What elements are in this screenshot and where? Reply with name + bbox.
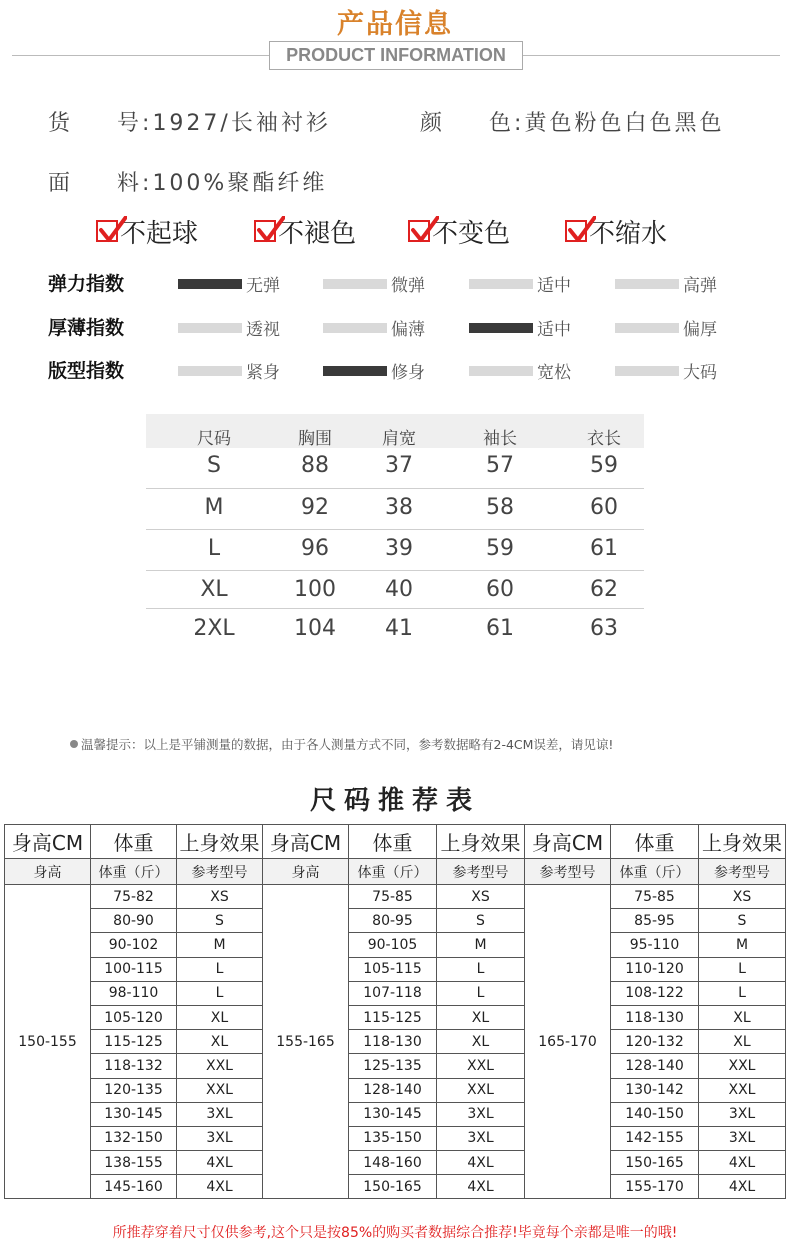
feature-item (96, 214, 198, 248)
size-cell: 3XL (699, 1102, 786, 1126)
size-value: 40 (385, 577, 413, 602)
color-value: 黄色粉色白色黑色 (524, 111, 725, 136)
size-label: 2XL (193, 616, 235, 641)
weight-cell: 118-132 (91, 1054, 177, 1078)
table-row (5, 1151, 786, 1175)
weight-cell: 130-145 (91, 1102, 177, 1126)
title-divider-left (12, 55, 270, 56)
size-table-divider (146, 488, 644, 489)
index-bar-selected (469, 323, 533, 333)
item-no-label2: 号: (117, 111, 153, 136)
weight-cell: 80-95 (349, 909, 437, 933)
index-option-label: 偏薄 (391, 320, 425, 340)
size-table-divider (146, 570, 644, 571)
index-label: 弹力指数 (48, 273, 125, 295)
index-option-label: 偏厚 (683, 320, 717, 340)
weight-cell: 130-145 (349, 1102, 437, 1126)
measurement-note (70, 735, 613, 753)
weight-cell: 145-160 (91, 1175, 177, 1199)
size-table-header: 肩宽 (382, 429, 416, 449)
size-label: L (207, 536, 221, 561)
table-row (5, 1054, 786, 1078)
weight-cell: 75-85 (349, 885, 437, 909)
size-cell: L (699, 981, 786, 1005)
index-option (323, 358, 425, 383)
size-cell: XXL (437, 1054, 525, 1078)
weight-cell: 75-85 (611, 885, 699, 909)
color-label2: 色: (489, 111, 525, 136)
index-option (323, 315, 425, 340)
index-bar (323, 323, 387, 333)
table-row (5, 1102, 786, 1126)
weight-cell: 120-132 (611, 1030, 699, 1054)
index-label: 厚薄指数 (48, 317, 125, 339)
size-value: 60 (486, 577, 514, 602)
weight-cell: 128-140 (611, 1054, 699, 1078)
size-cell: XL (177, 1030, 263, 1054)
material-line (48, 166, 327, 197)
index-option-label: 宽松 (537, 363, 571, 383)
table-row (5, 1030, 786, 1054)
height-range-cell: 155-165 (263, 885, 349, 1199)
rec-header-cell: 体重 (611, 825, 699, 859)
index-bar (469, 279, 533, 289)
index-bar (178, 323, 242, 333)
size-value: 61 (486, 616, 514, 641)
weight-cell: 142-155 (611, 1126, 699, 1150)
index-option (178, 315, 280, 340)
rec-header-cell: 上身效果 (177, 825, 263, 859)
material-label: 面 (48, 171, 74, 196)
size-cell: XL (699, 1005, 786, 1029)
size-value: 58 (486, 495, 514, 520)
index-option-label: 适中 (537, 320, 571, 340)
rec-subheader-cell: 体重（斤） (91, 859, 177, 885)
rec-table-title: 尺码推荐表 (309, 786, 480, 816)
size-cell: 3XL (437, 1102, 525, 1126)
size-value: 63 (590, 616, 618, 641)
weight-cell: 125-135 (349, 1054, 437, 1078)
index-bar-selected (323, 366, 387, 376)
size-cell: 3XL (699, 1126, 786, 1150)
table-row (5, 1175, 786, 1199)
weight-cell: 80-90 (91, 909, 177, 933)
index-bar-selected (178, 279, 242, 289)
index-option (178, 271, 280, 296)
rec-subheader-cell: 参考型号 (699, 859, 786, 885)
index-bar (323, 279, 387, 289)
size-cell: 4XL (437, 1151, 525, 1175)
index-label: 版型指数 (48, 360, 125, 382)
size-recommendation-table (4, 824, 786, 1199)
size-cell: XL (437, 1030, 525, 1054)
size-cell: L (177, 957, 263, 981)
size-cell: XS (437, 885, 525, 909)
size-cell: 3XL (177, 1126, 263, 1150)
item-no-label: 货 (48, 111, 74, 136)
note-text: 温馨提示：以上是平铺测量的数据，由于各人测量方式不同，参考数据略有2-4CM误差，请见谅! (81, 737, 614, 752)
size-value: 61 (590, 536, 618, 561)
size-cell: XXL (699, 1078, 786, 1102)
table-row (5, 957, 786, 981)
weight-cell: 132-150 (91, 1126, 177, 1150)
index-option (615, 358, 717, 383)
rec-subheader-cell: 身高 (5, 859, 91, 885)
weight-cell: 85-95 (611, 909, 699, 933)
weight-cell: 90-105 (349, 933, 437, 957)
size-cell: XS (699, 885, 786, 909)
size-label: XL (200, 577, 228, 602)
weight-cell: 120-135 (91, 1078, 177, 1102)
size-cell: XS (177, 885, 263, 909)
size-table-header: 尺码 (197, 429, 231, 449)
weight-cell: 150-165 (349, 1175, 437, 1199)
title-divider-right (522, 55, 780, 56)
feature-item (254, 214, 356, 248)
size-cell: S (437, 909, 525, 933)
size-value: 59 (590, 453, 618, 478)
size-value: 88 (301, 453, 329, 478)
weight-cell: 130-142 (611, 1078, 699, 1102)
size-cell: XXL (437, 1078, 525, 1102)
size-cell: S (177, 909, 263, 933)
index-option (323, 271, 425, 296)
table-row (5, 1005, 786, 1029)
index-option (469, 271, 571, 296)
height-range-cell: 150-155 (5, 885, 91, 1199)
size-cell: XL (177, 1005, 263, 1029)
weight-cell: 118-130 (611, 1005, 699, 1029)
table-row (5, 1126, 786, 1150)
footer-disclaimer: 所推荐穿着尺寸仅供参考,这个只是按85%的购买者数据综合推荐!毕竟每个亲都是唯一的哦! (112, 1225, 678, 1241)
size-value: 59 (486, 536, 514, 561)
weight-cell: 105-120 (91, 1005, 177, 1029)
index-bar (615, 366, 679, 376)
size-value: 92 (301, 495, 329, 520)
title-en-box (269, 41, 523, 70)
size-cell: XXL (699, 1054, 786, 1078)
size-table-header: 衣长 (587, 429, 621, 449)
size-value: 57 (486, 453, 514, 478)
index-option-label: 修身 (391, 363, 425, 383)
item-no-line (48, 106, 331, 137)
size-label: M (204, 495, 224, 520)
size-cell: 3XL (177, 1102, 263, 1126)
feature-item (408, 214, 510, 248)
size-table-divider (146, 529, 644, 530)
rec-header-cell: 上身效果 (699, 825, 786, 859)
size-cell: 3XL (437, 1126, 525, 1150)
index-option-label: 高弹 (683, 276, 717, 296)
index-bar (178, 366, 242, 376)
rec-header-cell: 体重 (91, 825, 177, 859)
weight-cell: 138-155 (91, 1151, 177, 1175)
rec-subheader-cell: 参考型号 (437, 859, 525, 885)
weight-cell: 115-125 (91, 1030, 177, 1054)
size-value: 100 (294, 577, 336, 602)
weight-cell: 105-115 (349, 957, 437, 981)
size-cell: XL (437, 1005, 525, 1029)
weight-cell: 108-122 (611, 981, 699, 1005)
feature-item (565, 214, 667, 248)
page-title: 产品信息 (337, 9, 453, 40)
index-option (469, 315, 571, 340)
checkbox-icon (565, 220, 587, 242)
weight-cell: 98-110 (91, 981, 177, 1005)
weight-cell: 110-120 (611, 957, 699, 981)
size-cell: 4XL (177, 1151, 263, 1175)
color-label: 颜 (420, 111, 446, 136)
size-value: 104 (294, 616, 336, 641)
item-no-value: 1927/长袖衬衫 (152, 111, 331, 136)
size-table-header: 胸围 (298, 429, 332, 449)
rec-subheader-cell: 体重（斤） (611, 859, 699, 885)
weight-cell: 155-170 (611, 1175, 699, 1199)
index-bar (615, 323, 679, 333)
index-option-label: 微弹 (391, 276, 425, 296)
table-row (5, 885, 786, 909)
index-bar (615, 279, 679, 289)
feature-label: 不变色 (432, 218, 511, 249)
weight-cell: 95-110 (611, 933, 699, 957)
size-cell: XXL (177, 1078, 263, 1102)
size-cell: XL (699, 1030, 786, 1054)
feature-label: 不褪色 (278, 218, 357, 249)
size-value: 41 (385, 616, 413, 641)
table-row (5, 981, 786, 1005)
weight-cell: 150-165 (611, 1151, 699, 1175)
size-value: 62 (590, 577, 618, 602)
weight-cell: 100-115 (91, 957, 177, 981)
size-cell: M (699, 933, 786, 957)
weight-cell: 148-160 (349, 1151, 437, 1175)
size-table-header: 袖长 (483, 429, 517, 449)
index-bar (469, 366, 533, 376)
rec-header-cell: 身高CM (525, 825, 611, 859)
checkbox-icon (408, 220, 430, 242)
size-cell: M (177, 933, 263, 957)
material-value: 100%聚酯纤维 (152, 171, 328, 196)
size-cell: 4XL (699, 1151, 786, 1175)
size-cell: M (437, 933, 525, 957)
weight-cell: 140-150 (611, 1102, 699, 1126)
size-value: 60 (590, 495, 618, 520)
size-cell: 4XL (437, 1175, 525, 1199)
weight-cell: 90-102 (91, 933, 177, 957)
height-range-cell: 165-170 (525, 885, 611, 1199)
weight-cell: 135-150 (349, 1126, 437, 1150)
index-option (469, 358, 571, 383)
index-option (178, 358, 280, 383)
size-cell: S (699, 909, 786, 933)
table-row (5, 1078, 786, 1102)
title-en: PRODUCT INFORMATION (286, 45, 506, 65)
rec-subheader-cell: 身高 (263, 859, 349, 885)
index-option (615, 271, 717, 296)
index-option-label: 无弹 (246, 276, 280, 296)
rec-subheader-cell: 参考型号 (525, 859, 611, 885)
rec-subheader-row (5, 859, 786, 885)
feature-label: 不起球 (120, 218, 199, 249)
size-cell: L (437, 981, 525, 1005)
size-cell: XXL (177, 1054, 263, 1078)
weight-cell: 107-118 (349, 981, 437, 1005)
checkbox-icon (96, 220, 118, 242)
index-option-label: 适中 (537, 276, 571, 296)
rec-header-row (5, 825, 786, 859)
index-option-label: 紧身 (246, 363, 280, 383)
material-label2: 料: (117, 171, 153, 196)
table-row (5, 909, 786, 933)
size-cell: L (177, 981, 263, 1005)
index-option-label: 大码 (683, 363, 717, 383)
feature-label: 不缩水 (589, 218, 668, 249)
bullet-icon (70, 740, 78, 748)
rec-header-cell: 身高CM (263, 825, 349, 859)
weight-cell: 128-140 (349, 1078, 437, 1102)
size-value: 39 (385, 536, 413, 561)
size-value: 38 (385, 495, 413, 520)
color-line (420, 106, 724, 137)
size-value: 96 (301, 536, 329, 561)
index-option (615, 315, 717, 340)
weight-cell: 118-130 (349, 1030, 437, 1054)
index-option-label: 透视 (246, 320, 280, 340)
size-cell: L (699, 957, 786, 981)
size-cell: L (437, 957, 525, 981)
rec-subheader-cell: 参考型号 (177, 859, 263, 885)
size-cell: 4XL (699, 1175, 786, 1199)
size-cell: 4XL (177, 1175, 263, 1199)
rec-header-cell: 上身效果 (437, 825, 525, 859)
rec-header-cell: 体重 (349, 825, 437, 859)
weight-cell: 115-125 (349, 1005, 437, 1029)
rec-header-cell: 身高CM (5, 825, 91, 859)
size-value: 37 (385, 453, 413, 478)
size-table-divider (146, 608, 644, 609)
size-label: S (207, 453, 221, 478)
table-row (5, 933, 786, 957)
checkbox-icon (254, 220, 276, 242)
rec-subheader-cell: 体重（斤） (349, 859, 437, 885)
weight-cell: 75-82 (91, 885, 177, 909)
